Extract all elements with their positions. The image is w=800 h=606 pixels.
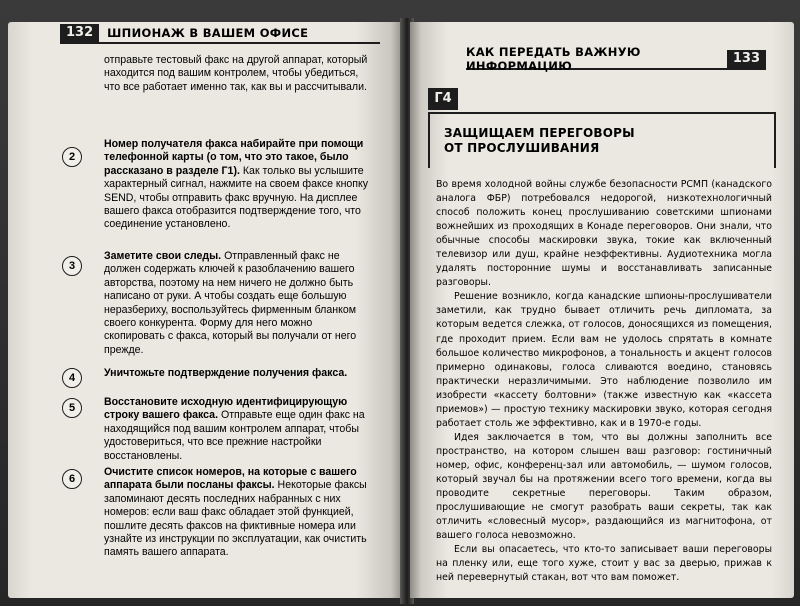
right-page-content [410, 22, 794, 598]
step-6-heading: Очистите список номеров, на которые с вашего аппарата были посланы факсы. [104, 466, 357, 492]
step-3-heading: Заметите свои следы. [104, 250, 222, 262]
step-number-6: 6 [62, 469, 82, 489]
body-paragraph-1: Во время холодной войны службе безопасности РСМП (канадского аналога ФБР) потребовался недорогой, низкотехнологичный способ положить конец прослушиванию советскими шпионами вожнейших из проходящих в Конаде переговоров. Они знали, что обычные способы маскировки звука, токие как включенный телевизор или душ, крайне неэффективны. Аудиотехника могла удалять посторонние шумы и восстанавливать записанные разговоры. [436, 179, 772, 289]
section-title [444, 126, 635, 156]
section-title-line-2: ОТ ПРОСЛУШИВАНИЯ [444, 141, 600, 155]
step-5-heading: Восстановите исходную идентифицирующую строку вашего факса. [104, 396, 348, 422]
step-4-heading: Уничтожьте подтверждение получения факса. [104, 367, 348, 379]
section-tag: Г4 [428, 88, 458, 110]
step-number-2: 2 [62, 147, 82, 167]
step-3-text [104, 250, 376, 357]
right-page-header [466, 45, 766, 73]
body-paragraph-2: Решение возникло, когда канадские шпионы-прослушиватели заметили, как трудно бывает отличить речь дипломата, за которым ведется слежка, от голосов, доносящихся из помещения, где проходит прием. Если вам не удолось спрятать в комнате большое количество микрофонов, а тональность и акцент голосов примерно одинаковы, голоса сливаются воедино, становясь практически неразличимыми. Это наблюдение позволило им изобрести «кассету болтовни» (также известную как «кассета приемов») — простую технику маскировки звуко, которая сегодня работает столь же эффективно, как и в 1970-е годы. [436, 291, 772, 429]
step-2-heading: Номер получателя факса набирайте при помощи телефонной карты (о том, что это такое, было рассказано в разделе Г1). [104, 138, 364, 177]
section-title-box [428, 112, 776, 168]
step-2-text [104, 138, 376, 232]
step-2-body: Как только вы услышите характерный сигнал, нажмите на своем факсе кнопку SEND, чтобы отправить факс вручную. На дисплее вашего факса отобразится подтверждение того, что соединение установлено. [104, 164, 369, 231]
step-number-5: 5 [62, 398, 82, 418]
right-running-title: КАК ПЕРЕДАТЬ ВАЖНУЮ ИНФОРМАЦИЮ [466, 45, 641, 73]
body-paragraph-4: Если вы опасаетесь, что кто-то записывает ваши переговоры на пленку или, еще того хуже, стоит у вас за дверью, прижав к ней перевернутый стакан, вот что вам поможет. [436, 544, 772, 584]
step-5-text [104, 396, 376, 463]
right-page-number: 133 [727, 50, 766, 68]
right-body-text [436, 178, 772, 585]
step-5-body: Отправьте еще один факс на находящийся под вашим контролем аппарат, чтобы удостовериться, что все прежние настройки восстановлены. [104, 409, 365, 462]
step-3-body: Отправленный факс не должен содержать ключей к разоблачению вашего авторства, поэтому на нем ничего не должно быть написано от руки. А чтобы создать еще большую неразбериху, воспользуйтесь фирменным бланком своего конкурента. Форму для него можно скопировать с факса, который вы получали от него прежде. [104, 250, 357, 356]
step-6-body: Некоторые факсы запоминают десять последних набранных с них номеров: если ваш факс обладает этой функцией, пошлите десять факсов на фиктивные номера или узнайте из инструкции по эксплуатации, как очистить память вашего аппарата. [104, 479, 367, 559]
step-number-3: 3 [62, 256, 82, 276]
left-intro-paragraph: отправьте тестовый факс на другой аппарат, который находится под вашим контролем, чтобы убедиться, что все работает именно так, как вы и рассчитывали. [104, 54, 368, 93]
left-running-title: ШПИОНАЖ В ВАШЕМ ОФИСЕ [107, 26, 309, 40]
step-6-text [104, 466, 376, 560]
body-paragraph-3: Идея заключается в том, что вы должны заполнить все пространство, на котором слышен ваш разговор: гостиничный номер, офис, конференц-зал или автомобиль, — шумом голосов, который звучал бы на протяжении всего того времени, когда вы проводите секретные переговоры. Таким образом, прослушивающие не смогут разобрать ваши секреты, так как отличить «словесный мусор», раздающийся из магнитофона, от вашего голоса невозможно. [436, 431, 772, 542]
left-page-header [60, 24, 380, 44]
section-title-line-1: ЗАЩИЩАЕМ ПЕРЕГОВОРЫ [444, 126, 635, 140]
step-4-text [104, 367, 376, 380]
left-page-number: 132 [60, 24, 99, 42]
step-number-4: 4 [62, 368, 82, 388]
